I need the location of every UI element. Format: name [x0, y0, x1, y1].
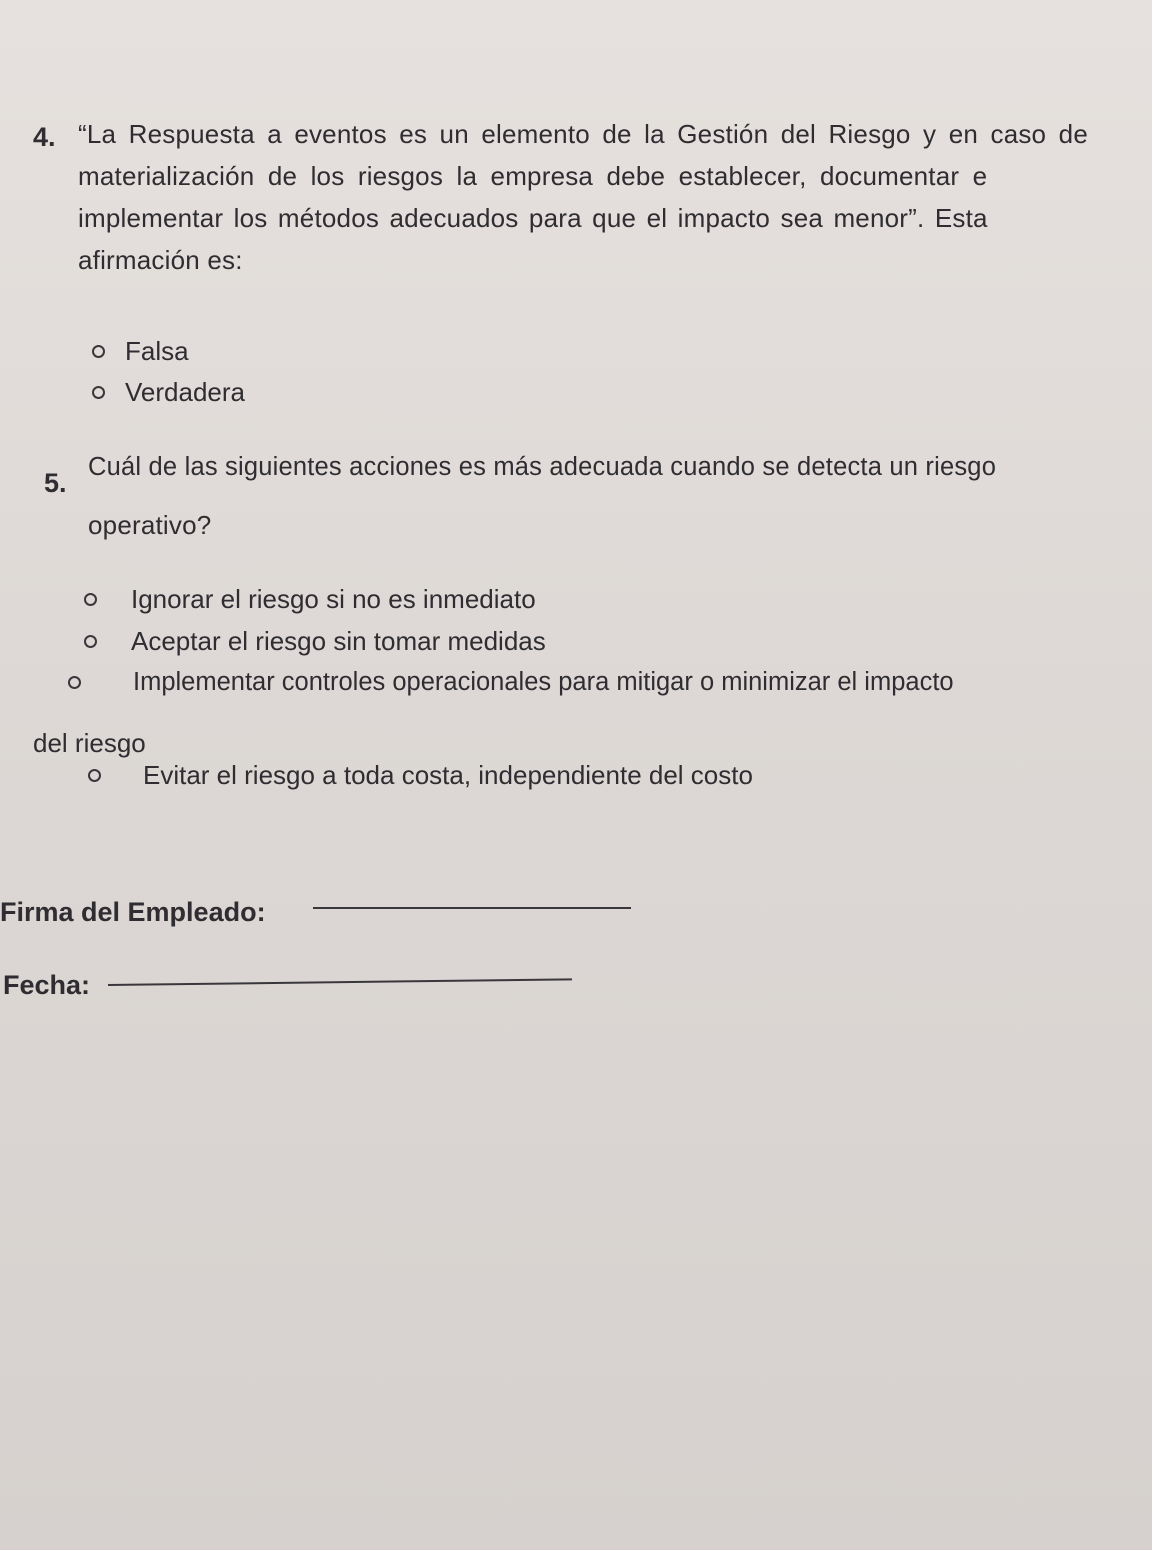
- question-5-option-3[interactable]: [68, 668, 954, 697]
- question-4-number: 4.: [33, 122, 56, 152]
- radio-button[interactable]: [84, 593, 97, 606]
- date-line[interactable]: [108, 978, 572, 986]
- radio-button[interactable]: [68, 676, 81, 689]
- option-label: Implementar controles operacionales para mitigar o minimizar el impacto: [133, 668, 954, 696]
- option-label: Evitar el riesgo a toda costa, independiente del costo: [143, 760, 753, 790]
- question-5-option-1[interactable]: [84, 584, 536, 615]
- option-label: Aceptar el riesgo sin tomar medidas: [131, 626, 546, 656]
- radio-button[interactable]: [92, 345, 105, 358]
- question-4-line-2: materialización de los riesgos la empresa debe establecer, documentar e: [78, 161, 988, 191]
- radio-button[interactable]: [84, 635, 97, 648]
- question-5-line-1: Cuál de las siguientes acciones es más adecuada cuando se detecta un riesgo: [88, 453, 997, 481]
- radio-button[interactable]: [88, 769, 101, 782]
- question-5-option-3-continuation: del riesgo: [33, 728, 146, 758]
- question-4-line-3: implementar los métodos adecuados para que el impacto sea menor”. Esta: [78, 203, 988, 233]
- question-5-option-2[interactable]: [84, 626, 546, 657]
- option-label: Ignorar el riesgo si no es inmediato: [131, 584, 536, 614]
- date-label: Fecha:: [3, 970, 91, 1000]
- question-5-text: [88, 438, 996, 554]
- radio-button[interactable]: [92, 386, 105, 399]
- question-4-line-1: “La Respuesta a eventos es un elemento de la Gestión del Riesgo y en caso de: [78, 119, 1088, 149]
- signature-line[interactable]: [313, 907, 631, 909]
- option-label: Falsa: [125, 336, 189, 366]
- option-label: Verdadera: [125, 377, 245, 407]
- question-5-number: 5.: [44, 468, 67, 498]
- question-4-text: [78, 113, 1088, 281]
- question-5-line-2: operativo?: [88, 510, 212, 540]
- question-4-option-verdadera[interactable]: [92, 377, 245, 408]
- question-5-option-4[interactable]: [88, 760, 753, 791]
- signature-label: Firma del Empleado:: [0, 897, 266, 927]
- question-4-line-4: afirmación es:: [78, 245, 243, 275]
- question-4-option-falsa[interactable]: [92, 336, 189, 367]
